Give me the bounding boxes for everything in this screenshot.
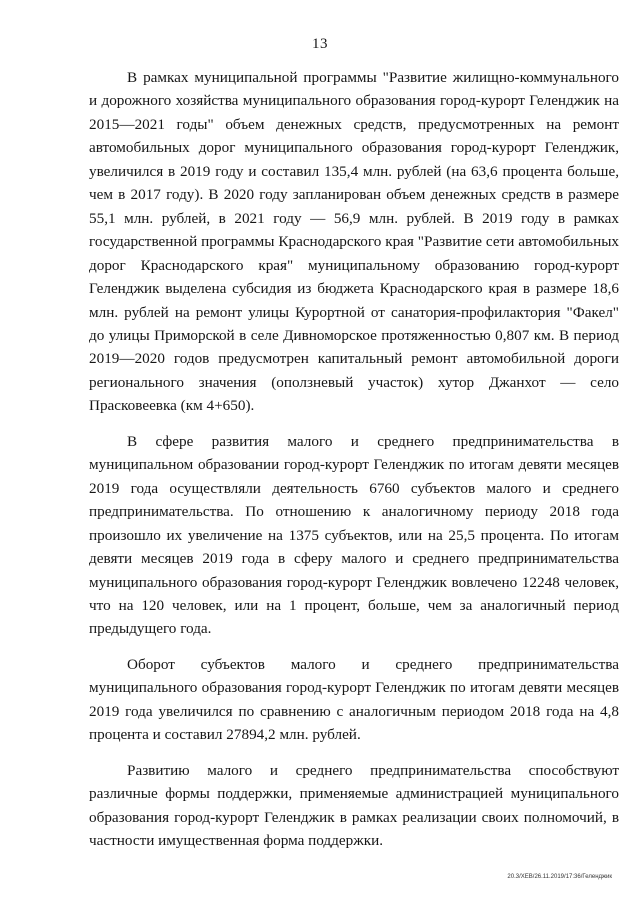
footer-stamp: 20.3/ХЕВ/26.11.2019/17:36/Геленджик [507, 874, 612, 880]
document-body [89, 66, 619, 853]
page-number: 13 [312, 36, 328, 52]
paragraph-support-forms: Развитию малого и среднего предпринимательства способствуют различные формы поддержки, применяемые администрацией муниципального образования город-курорт Геленджик в рамках реализации своих полномочий, в частности имущественная форма поддержки. [89, 761, 619, 850]
paragraph-turnover: Оборот субъектов малого и среднего предпринимательства муниципального образования город-курорт Геленджик по итогам девяти месяцев 2019 года увеличился по сравнению с аналогичным периодом 2018 года на 4,8 процента и составил 27894,2 млн. рублей. [89, 655, 619, 744]
paragraph-small-business: В сфере развития малого и среднего предпринимательства в муниципальном образовании город-курорт Геленджик по итогам девяти месяцев 2019 года осуществляли деятельность 6760 субъектов малого и среднего предпринимательства. По отношению к аналогичному периоду 2018 года произошло их увеличение на 1375 субъектов, или на 25,5 процента. По итогам девяти месяцев 2019 года в сферу малого и среднего предпринимательства муниципального образования город-курорт Геленджик вовлечено 12248 человек, что на 120 человек, или на 1 процент, больше, чем за аналогичный период предыдущего года. [89, 432, 619, 638]
paragraph-road-program: В рамках муниципальной программы "Развитие жилищно-коммунального и дорожного хозяйства муниципального образования город-курорт Геленджик на 2015—2021 годы" объем денежных средств, предусмотренных на ремонт автомобильных дорог муниципального образования город-курорт Геленджик, увеличился в 2019 году и составил 135,4 млн. рублей (на 63,6 процента больше, чем в 2017 году). В 2020 году запланирован объем денежных средств в размере 55,1 млн. рублей, в 2021 году — 56,9 млн. рублей. В 2019 году в рамках государственной программы Краснодарского края "Развитие сети автомобильных дорог Краснодарского края" муниципальному образованию город-курорт Геленджик выделена субсидия из бюджета Краснодарского края в размере 18,6 млн. рублей на ремонт улицы Курортной от санатория-профилактория "Факел" до улицы Приморской в селе Дивноморское протяженностью 0,807 км. В период 2019—2020 годов предусмотрен капитальный ремонт автомобильной дороги регионального значения (оползневый участок) хутор Джанхот — село Прасковеевка (км 4+650). [89, 69, 619, 415]
